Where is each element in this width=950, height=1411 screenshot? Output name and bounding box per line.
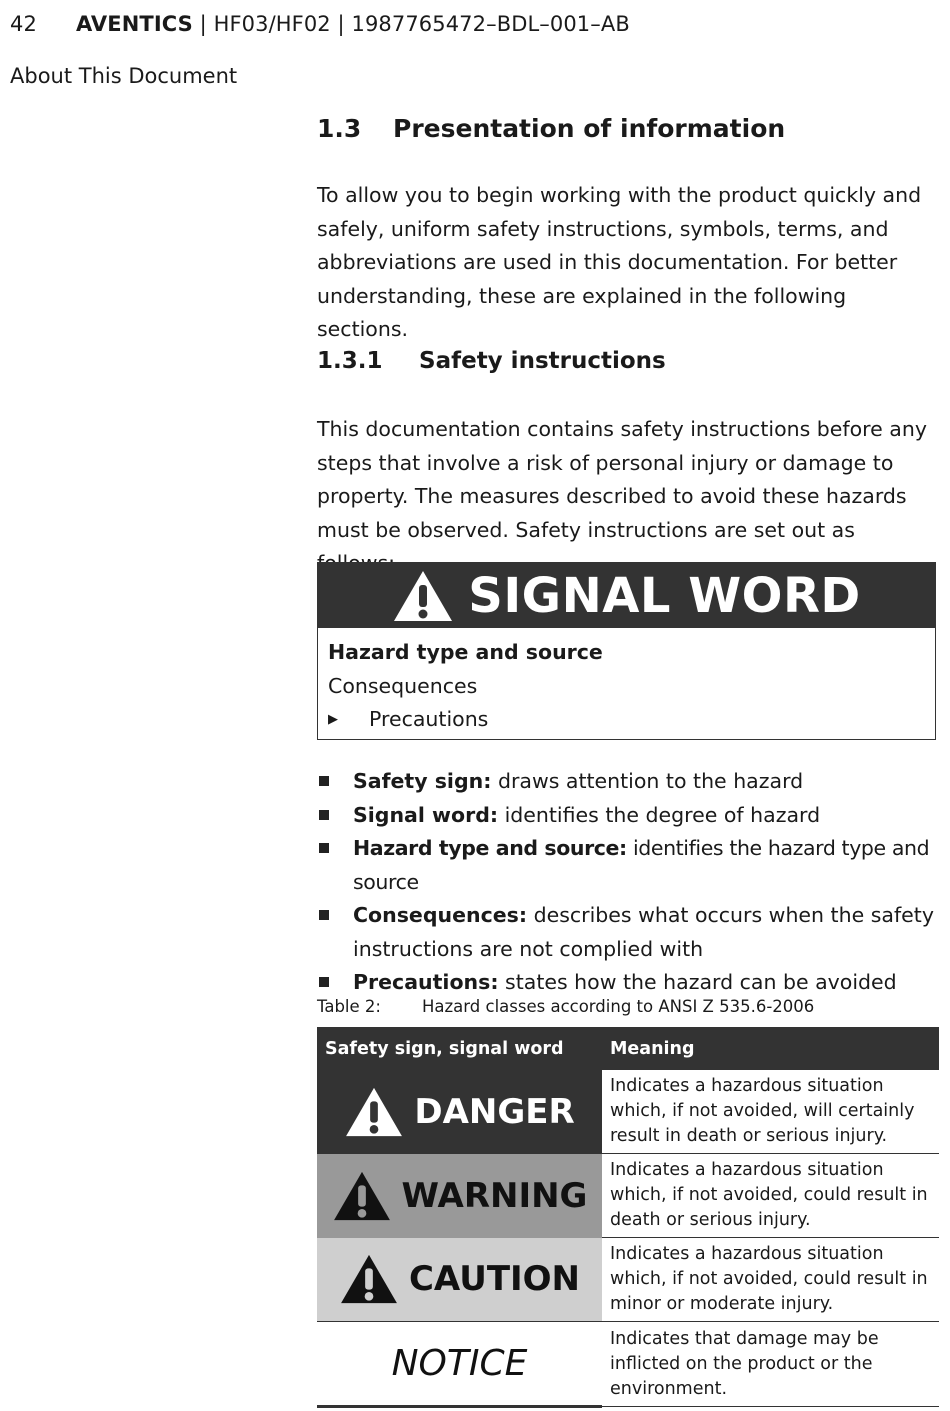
safety-legend-list	[317, 765, 942, 1000]
caution-sign-cell	[317, 1238, 602, 1322]
table-caption-title: Hazard classes according to ANSI Z 535.6-2006	[422, 997, 815, 1016]
column-header-meaning: Meaning	[602, 1027, 939, 1070]
warning-triangle-icon	[392, 569, 454, 623]
table-row	[317, 1154, 939, 1238]
section-heading-1-3-1	[317, 348, 666, 374]
brand-name: AVENTICS	[76, 12, 193, 36]
legend-term: Precautions:	[353, 970, 499, 994]
legend-term: Hazard type and source:	[353, 836, 627, 860]
page-header	[10, 12, 630, 36]
notice-sign-cell	[317, 1322, 602, 1407]
intro-paragraph: To allow you to begin working with the product quickly and safely, uniform safety instructions, symbols, terms, and abbreviations are used in this documentation. For better understanding, these are explained in the following sections.	[317, 183, 922, 341]
bullet-arrow-icon: ▶	[328, 712, 338, 727]
danger-sign-cell	[317, 1070, 602, 1154]
warning-triangle-icon	[344, 1086, 404, 1138]
legend-description: states how the hazard can be avoided	[498, 970, 897, 994]
precautions-row	[328, 703, 925, 737]
legend-term: Consequences:	[353, 903, 528, 927]
signal-word-body	[318, 628, 935, 745]
list-item	[317, 966, 942, 1000]
square-bullet-icon	[319, 910, 329, 920]
danger-label: DANGER	[414, 1091, 575, 1132]
list-item	[317, 799, 942, 833]
table-row	[317, 1322, 939, 1407]
legend-description: identifies the hazard type and source	[353, 836, 930, 894]
danger-meaning: Indicates a hazardous situation which, if not avoided, will certainly result in death or serious injury.	[602, 1070, 939, 1154]
warning-label: WARNING	[401, 1175, 588, 1216]
table-caption	[317, 997, 814, 1016]
caution-meaning: Indicates a hazardous situation which, if not avoided, could result in minor or moderate injury.	[602, 1238, 939, 1322]
legend-description: draws attention to the hazard	[491, 769, 804, 793]
square-bullet-icon	[319, 977, 329, 987]
list-item	[317, 832, 942, 899]
legend-term: Safety sign:	[353, 769, 492, 793]
column-header-sign: Safety sign, signal word	[317, 1027, 602, 1070]
square-bullet-icon	[319, 810, 329, 820]
subsection-number: 1.3.1	[317, 348, 383, 374]
hazard-type-label: Hazard type and source	[328, 640, 603, 664]
square-bullet-icon	[319, 776, 329, 786]
safety-paragraph: This documentation contains safety instructions before any steps that involve a risk of personal injury or damage to property. The measures described to avoid these hazards must be observed. Safety instructions are set out as	[317, 417, 927, 542]
notice-label: NOTICE	[391, 1343, 528, 1384]
warning-triangle-icon	[339, 1253, 399, 1305]
section-heading-1-3	[317, 114, 785, 143]
legend-term: Signal word:	[353, 802, 499, 827]
table-row	[317, 1070, 939, 1154]
legend-description: describes what occurs when the safety instructions are not complied with	[353, 903, 934, 961]
list-item	[317, 765, 942, 799]
warning-triangle-icon	[332, 1170, 392, 1222]
subsection-title: Safety instructions	[419, 348, 666, 374]
notice-meaning: Indicates that damage may be inflicted on the product or the environment.	[602, 1322, 939, 1407]
signal-word-box	[317, 562, 936, 740]
signal-word-header	[318, 563, 935, 628]
list-item	[317, 899, 942, 966]
table-row	[317, 1238, 939, 1322]
square-bullet-icon	[319, 843, 329, 853]
warning-meaning: Indicates a hazardous situation which, if not avoided, could result in death or serious injury.	[602, 1154, 939, 1238]
consequences-label: Consequences	[328, 673, 478, 698]
table-caption-label: Table 2:	[317, 997, 381, 1016]
caution-label: CAUTION	[408, 1259, 581, 1300]
page-number: 42	[10, 12, 37, 36]
section-title: Presentation of information	[393, 114, 786, 143]
legend-description: identifies the degree of hazard	[498, 802, 821, 827]
table-header-row	[317, 1027, 939, 1070]
signal-word-text: SIGNAL WORD	[468, 567, 861, 624]
document-info: | HF03/HF02 | 1987765472–BDL–001–AB	[192, 12, 630, 36]
hazard-classes-table	[317, 1027, 939, 1408]
section-number: 1.3	[317, 114, 362, 143]
chapter-label: About This Document	[10, 64, 238, 88]
warning-sign-cell	[317, 1154, 602, 1238]
precautions-label: Precautions	[369, 707, 489, 731]
